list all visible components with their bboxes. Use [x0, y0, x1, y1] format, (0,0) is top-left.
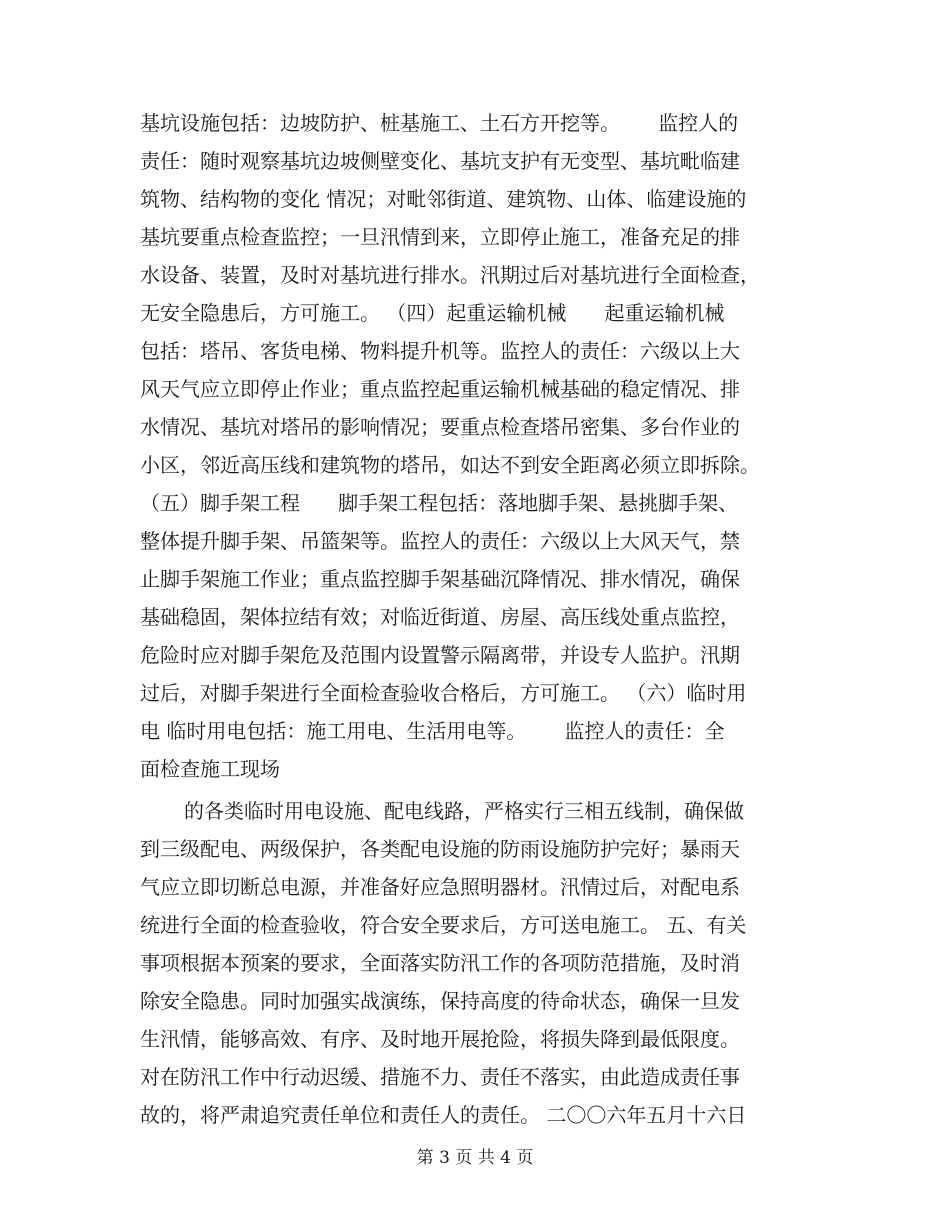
document-body	[140, 104, 810, 1134]
text-line: 电 临时用电包括：施工用电、生活用电等。 监控人的责任：全	[140, 719, 725, 743]
text-line: 过后，对脚手架进行全面检查验收合格后，方可施工。 （六）临时用	[140, 681, 747, 705]
text-line: 水设备、装置，及时对基坑进行排水。汛期过后对基坑进行全面检查，	[140, 263, 760, 287]
text-line: 基坑要重点检查监控；一旦汛情到来，立即停止施工，准备充足的排	[140, 225, 740, 249]
text-line: 统进行全面的检查验收，符合安全要求后，方可送电施工。 五、有关	[140, 913, 747, 937]
text-line: 包括：塔吊、客货电梯、物料提升机等。监控人的责任：六级以上大	[140, 339, 740, 363]
text-line: 的各类临时用电设施、配电线路，严格实行三相五线制，确保做	[184, 799, 744, 823]
text-line: 生汛情，能够高效、有序、及时地开展抢险，将损失降到最低限度。	[140, 1027, 740, 1051]
text-line: 无安全隐患后，方可施工。 （四）起重运输机械 起重运输机械	[140, 301, 725, 325]
text-line: 水情况、基坑对塔吊的影响情况；要重点检查塔吊密集、多台作业的	[140, 415, 740, 439]
text-line: 整体提升脚手架、吊篮架等。监控人的责任：六级以上大风天气，禁	[140, 529, 740, 553]
text-line: 基础稳固，架体拉结有效；对临近街道、房屋、高压线处重点监控，	[140, 605, 740, 629]
text-line: 风天气应立即停止作业；重点监控起重运输机械基础的稳定情况、排	[140, 377, 740, 401]
text-line: 事项根据本预案的要求，全面落实防汛工作的各项防范措施，及时消	[140, 951, 740, 975]
text-line: 危险时应对脚手架危及范围内设置警示隔离带，并设专人监护。汛期	[140, 643, 740, 667]
paragraph-2	[140, 792, 810, 1134]
text-line: 气应立即切断总电源，并准备好应急照明器材。汛情过后，对配电系	[140, 875, 740, 899]
paragraph-1	[140, 104, 810, 788]
text-line: 基坑设施包括：边坡防护、桩基施工、土石方开挖等。 监控人的	[140, 111, 739, 135]
text-line: 小区，邻近高压线和建筑物的塔吊，如达不到安全距离必须立即拆除。	[140, 453, 760, 477]
text-line: 到三级配电、两级保护，各类配电设施的防雨设施防护完好；暴雨天	[140, 837, 740, 861]
text-line: 筑物、结构物的变化 情况；对毗邻街道、建筑物、山体、临建设施的	[140, 187, 747, 211]
text-line: 面检查施工现场	[140, 757, 280, 781]
text-line: 责任：随时观察基坑边坡侧壁变化、基坑支护有无变型、基坑毗临建	[140, 149, 740, 173]
text-line: 对在防汛工作中行动迟缓、措施不力、责任不落实，由此造成责任事	[140, 1065, 740, 1089]
text-line: 除安全隐患。同时加强实战演练，保持高度的待命状态，确保一旦发	[140, 989, 740, 1013]
page-footer: 第 3 页 共 4 页	[416, 1148, 534, 1168]
text-line: 故的，将严肃追究责任单位和责任人的责任。 二〇〇六年五月十六日	[140, 1103, 747, 1127]
text-line: 止脚手架施工作业；重点监控脚手架基础沉降情况、排水情况，确保	[140, 567, 740, 591]
text-line: （五）脚手架工程 脚手架工程包括：落地脚手架、悬挑脚手架、	[140, 491, 739, 515]
